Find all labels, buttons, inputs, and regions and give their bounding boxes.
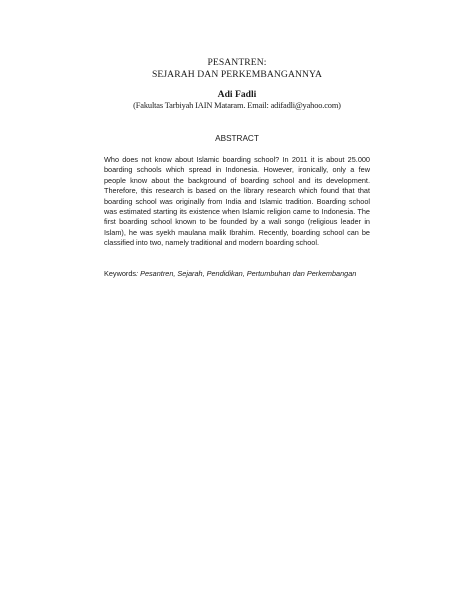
keywords-list: Pesantren, Sejarah, Pendidikan, Pertumbuhan dan Perkembangan xyxy=(140,269,357,278)
keywords-separator: : xyxy=(136,269,139,278)
author-affiliation: (Fakultas Tarbiyah IAIN Mataram. Email: adifadli@yahoo.com) xyxy=(133,101,341,110)
paper-title-line-2: SEJARAH DAN PERKEMBANGANNYA xyxy=(151,69,323,80)
abstract-heading: ABSTRACT xyxy=(215,134,259,143)
keywords-label: Keywords xyxy=(104,269,137,278)
paper-title-line-1: PESANTREN: xyxy=(207,57,267,68)
abstract-body: Who does not know about Islamic boarding school? In 2011 it is about 25.000 boarding schools which spread in Indonesia. However, ironically, only a few people know about the background of boarding school and its development. Therefore, this research is based on the library research which found that that boarding school was originally from India and Islamic tradition. Boarding school was estimated starting its existence when Islamic religion came to Indonesia. The first boarding school known to be founded by a wali songo (religious leader in Islam), he was syekh maulana malik Ibrahim. Recently, boarding school can be classified into two, namely traditional and modern boarding school. xyxy=(104,155,370,248)
keywords xyxy=(104,268,370,279)
author-name: Adi Fadli xyxy=(217,89,257,100)
